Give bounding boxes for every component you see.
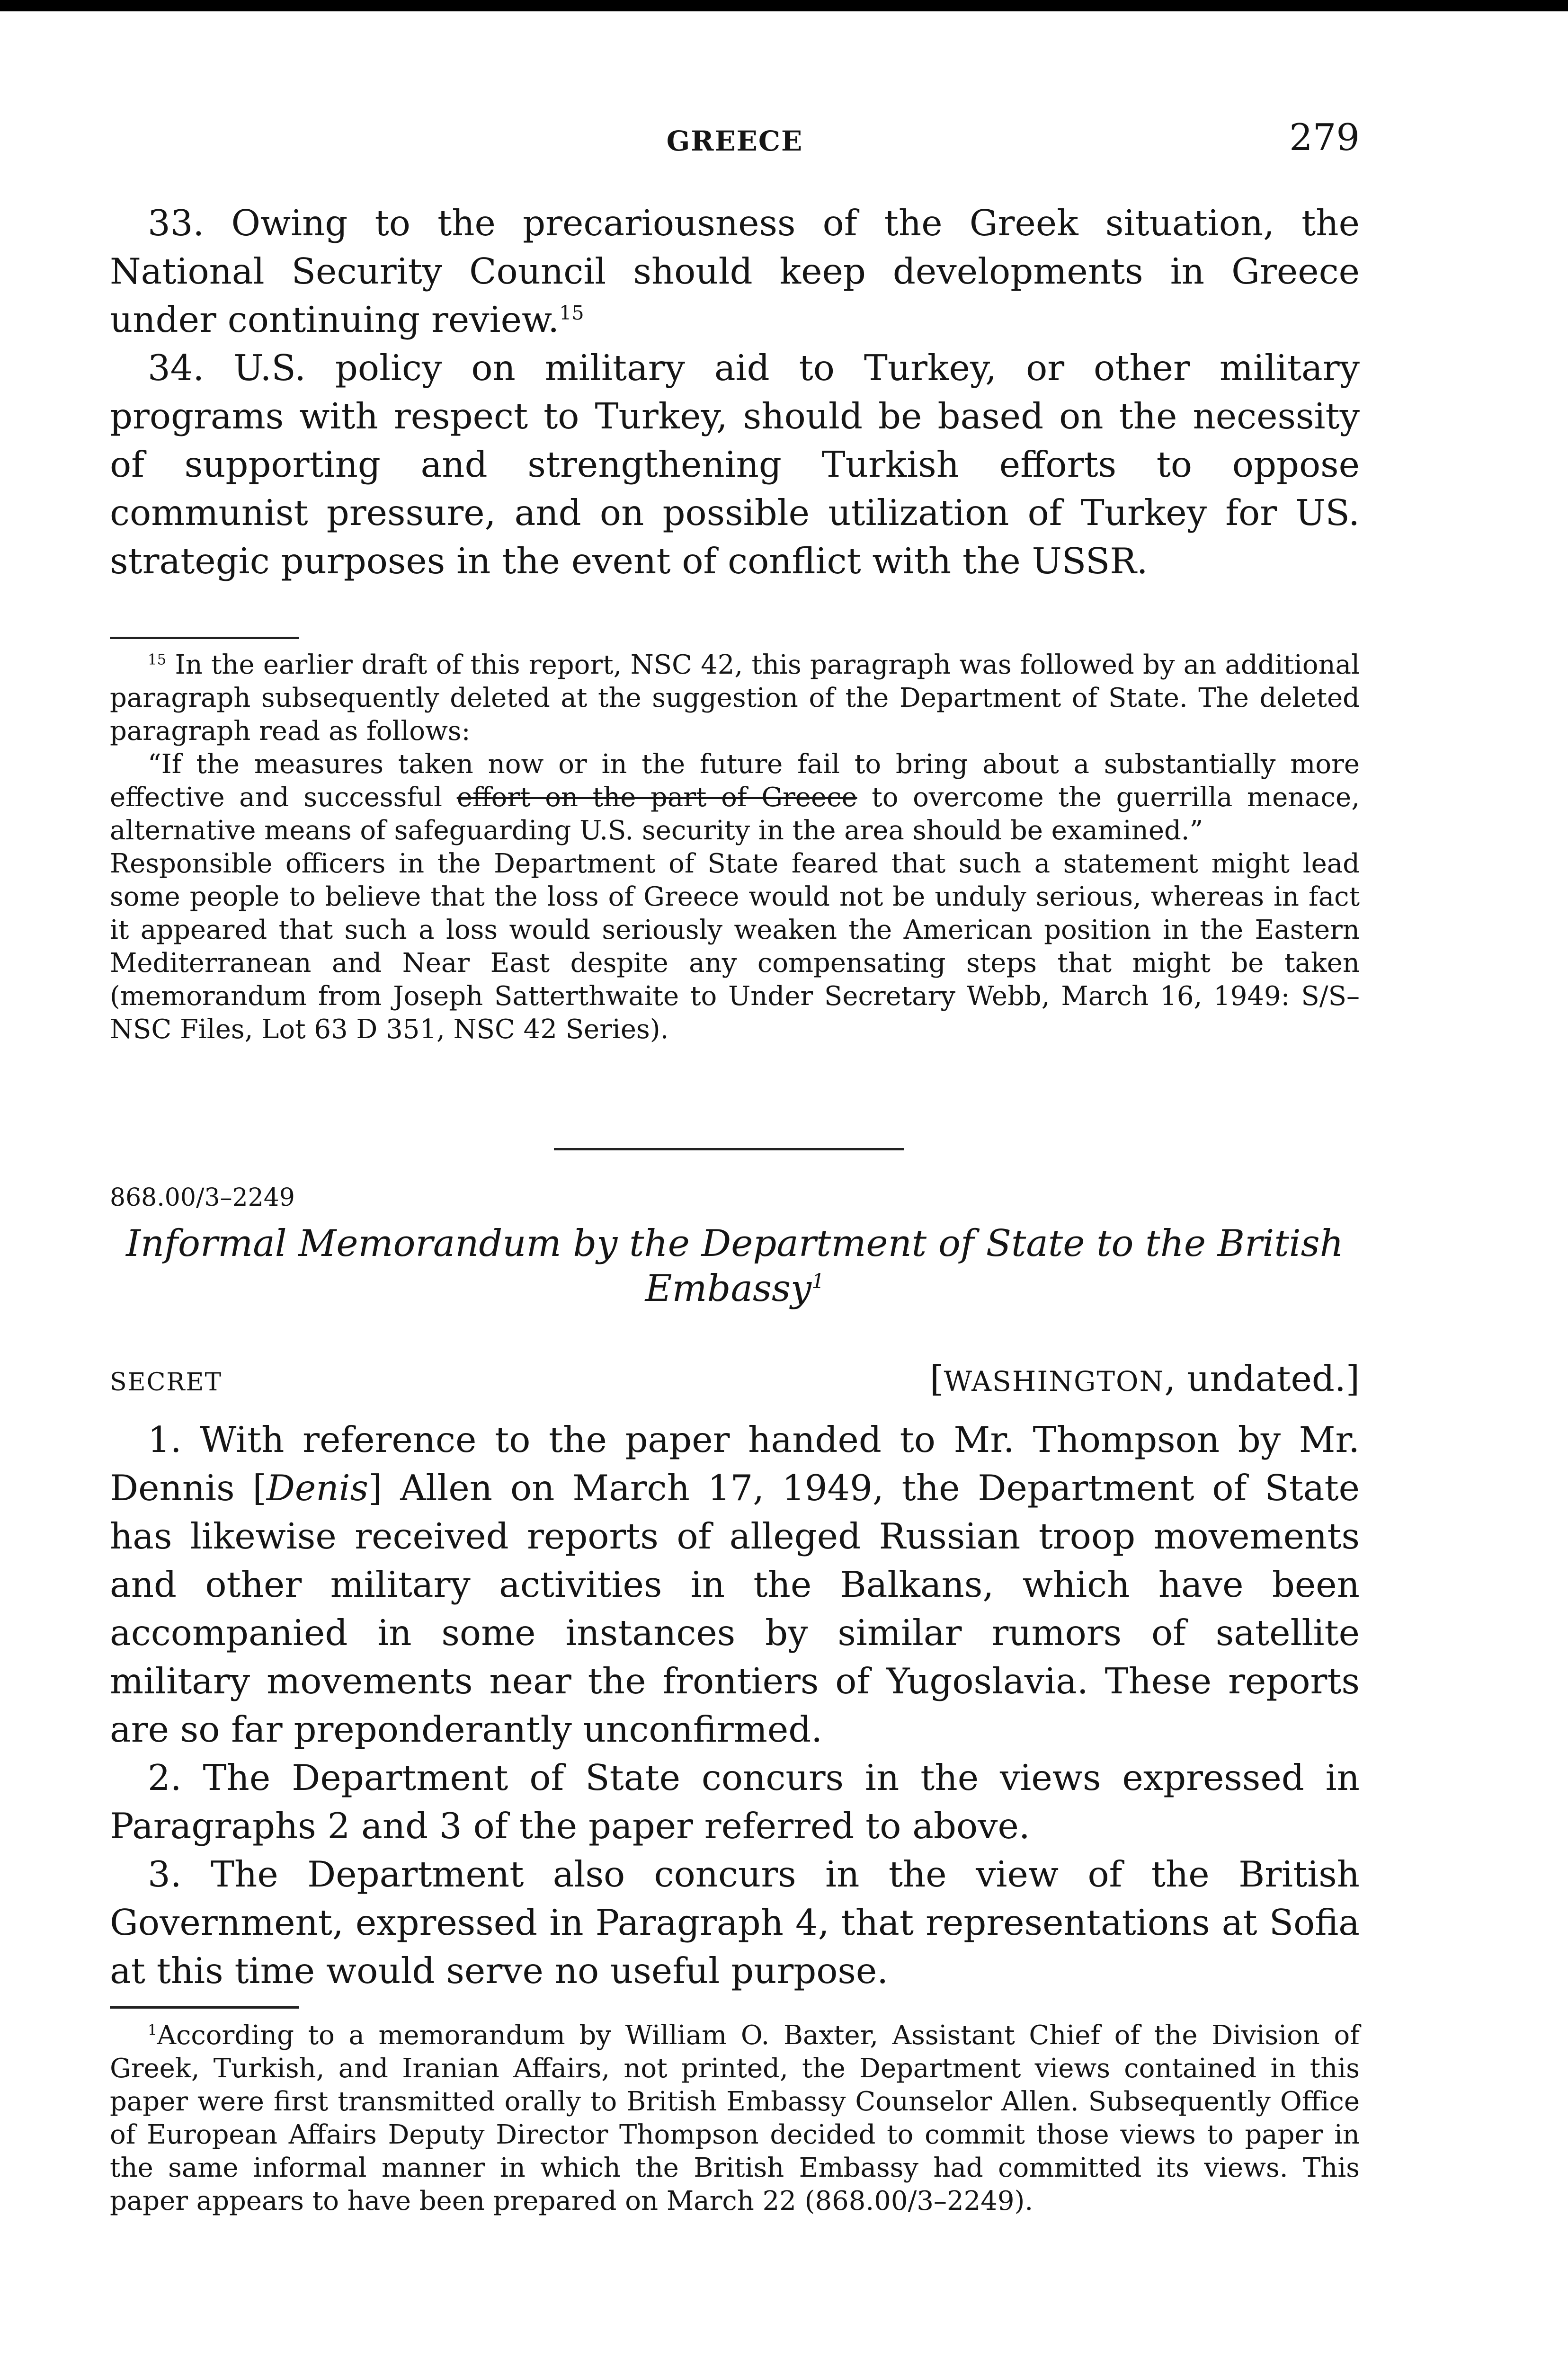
footnote-rule-2 [110, 2006, 299, 2009]
paragraph-33: 33. Owing to the precariousness of the Greek situation, the National Security Council should keep developments in Greece under continuing review.$^{15}$ [110, 202, 1360, 340]
scan-top-border [0, 0, 1568, 11]
memo-paragraph-1: 1. With reference to the paper handed to Mr. Thompson by Mr. Dennis [Denis] Allen on March 17, 1949, the Department of State has likewise received reports of alleged Russian troop movements and other military activities in the Balkans, which have been accompanied in some instances by similar rumors of satellite military movements near the frontiers of Yugoslavia. These reports are so far preponderantly unconfirmed. [110, 1419, 1360, 1750]
running-title: GREECE [666, 125, 803, 157]
footnote-15-quote: “If the measures taken now or in the future fail to bring about a substantially more effective and successful effort on the part of Greece to overcome the guerrilla menace, alternative means of safeguarding U.S. security in the area should be examined.” [110, 749, 1360, 846]
memo-title [110, 1221, 1360, 1311]
policy-paragraphs [110, 199, 1360, 585]
footnote-ref-1[interactable]: 1 [811, 1270, 825, 1293]
place-date: [WASHINGTON, undated.] [930, 1358, 1360, 1399]
section-divider [554, 1148, 904, 1150]
footnote-rule [110, 637, 299, 639]
footnote-15 [110, 649, 1360, 1046]
footnote-1 [110, 2019, 1360, 2218]
footnote-1-mark: 1 [148, 2021, 157, 2039]
footnote-ref-15[interactable]: 15 [559, 302, 584, 324]
file-number: 868.00/3–2249 [110, 1184, 295, 1212]
memo-paragraph-3: 3. The Department also concurs in the view of the British Government, expressed in Paragraph 4, that representations at Sofia at this time would serve no useful purpose. [110, 1853, 1360, 1992]
struck-text: effort on the part of Greece [456, 782, 857, 813]
paragraph-34: 34. U.S. policy on military aid to Turkey, or other military programs with respect to Turkey, should be based on the necessity of supporting and strengthening Turkish efforts to oppose communist pressure, and on possible utilization of Turkey for US. strategic purposes in the event of conflict with the USSR. [110, 347, 1360, 582]
memo-title-line1: Informal Memorandum by the Department of State to the British [126, 1222, 1344, 1265]
classification-label: SECRET [110, 1368, 223, 1397]
page-number: 279 [1289, 116, 1360, 159]
footnote-15-intro: $^{15}$ In the earlier draft of this report, NSC 42, this paragraph was followed by an additional paragraph subsequently deleted at the suggestion of the Department of State. The deleted paragraph read as follows: [110, 650, 1360, 747]
page-header [110, 114, 1360, 166]
memo-title-line2: Embassy$^1$ [645, 1267, 825, 1310]
footnote-15-mark: 15 [148, 651, 167, 668]
memo-paragraph-2: 2. The Department of State concurs in the views expressed in Paragraphs 2 and 3 of the paper referred to above. [110, 1757, 1360, 1847]
footnote-15-explanation: Responsible officers in the Department of State feared that such a statement might lead some people to believe that the loss of Greece would not be unduly serious, whereas in fact it appeared that such a loss would seriously weaken the American position in the Eastern Mediterranean and Near East despite any compensating steps that might be taken (memorandum from Joseph Satterthwaite to Under Secretary Webb, March 16, 1949: S/S–NSC Files, Lot 63 D 351, NSC 42 Series). [110, 848, 1360, 1045]
memo-body [110, 1415, 1360, 1995]
footnote-1-text: According to a memorandum by William O. Baxter, Assistant Chief of the Division of Greek, Turkish, and Iranian Affairs, not printed, the Department views contained in this paper were first transmitted orally to British Embassy Counselor Allen. Subsequently Office of European Affairs Deputy Director Thompson decided to commit those views to paper in the same informal manner in which the British Embassy had committed its views. This paper appears to have been prepared on March 22 (868.00/3–2249). [110, 2020, 1360, 2216]
